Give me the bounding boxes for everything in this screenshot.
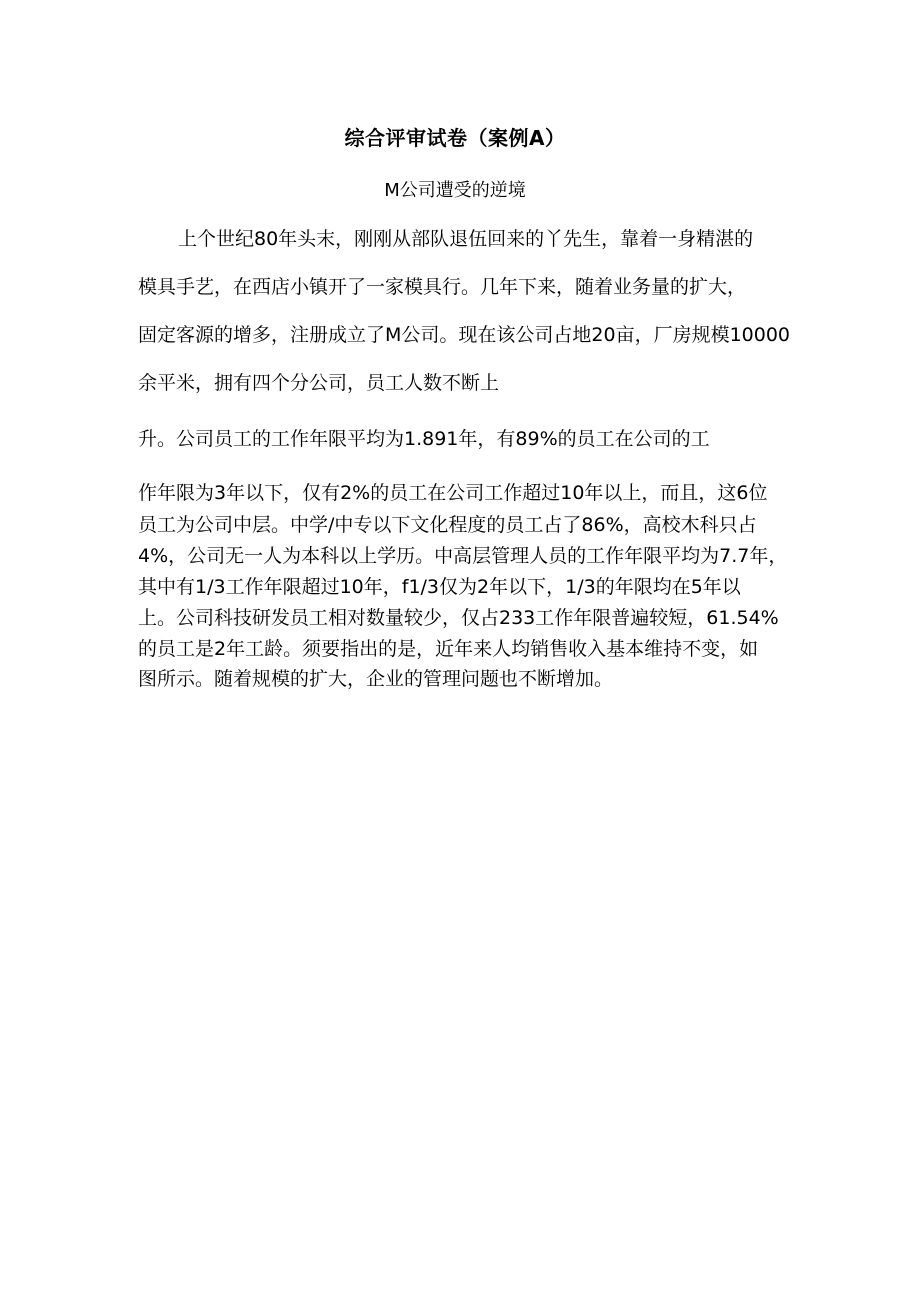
paragraph-line: 的员工是2年工龄。须要指出的是，近年来人均销售收入基本维持不变，如 — [138, 638, 759, 660]
paragraph-line: 固定客源的增多，注册成立了M公司。现在该公司占地20亩，厂房规模10000 — [138, 324, 791, 346]
paragraph-line: 图所示。随着规模的扩大，企业的管理问题也不断增加。 — [138, 668, 614, 690]
paragraph-line: 模具手艺，在西店小镇开了一家模具行。几年下来，随着业务量的扩大， — [138, 276, 747, 298]
paragraph-line: 上。公司科技研发员工相对数量较少，仅占233工作年限普遍较短，61.54% — [138, 607, 779, 629]
paragraph-line: 其中有1/3工作年限超过10年，f1/3仅为2年以下，1/3的年限均在5年以 — [138, 576, 741, 598]
paragraph-line: 余平米，拥有四个分公司，员工人数不断上 — [138, 372, 500, 394]
paragraph-line: 上个世纪80年头末，刚刚从部队退伍回来的丫先生，靠着一身精湛的 — [178, 228, 754, 250]
paragraph-line: 作年限为3年以下，仅有2%的员工在公司工作超过10年以上，而且，这6位 — [138, 482, 768, 504]
document-subtitle: M公司遭受的逆境 — [384, 180, 526, 201]
paragraph-line: 员工为公司中层。中学/中专以下文化程度的员工占了86%，高校木科只占 — [138, 514, 757, 536]
paragraph-line: 4%，公司无一人为本科以上学历。中高层管理人员的工作年限平均为7.7年， — [138, 545, 788, 567]
document-title: 综合评审试卷（案例A） — [344, 126, 566, 150]
paragraph-line: 升。公司员工的工作年限平均为1.891年，有89%的员工在公司的工 — [138, 428, 710, 450]
